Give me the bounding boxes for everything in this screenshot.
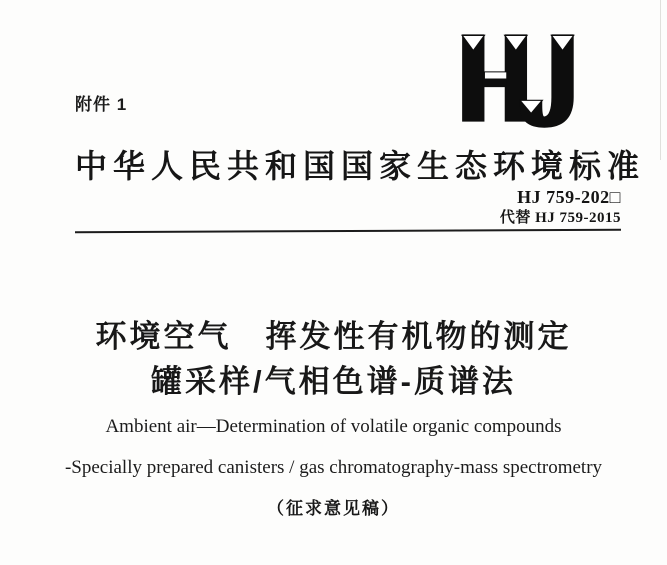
attachment-label: 附件 1 — [75, 95, 128, 114]
hj-logo — [453, 28, 595, 128]
replaces-note: 代替 HJ 759-2015 — [499, 210, 621, 226]
standard-code-block — [500, 186, 621, 229]
hj-logo-icon — [453, 28, 595, 128]
title-en-line2: -Specially prepared canisters / gas chromatography-mass spectrometry — [64, 457, 603, 478]
title-cn-line1: 环境空气 挥发性有机物的测定 — [95, 319, 572, 354]
header-rule — [75, 229, 621, 233]
draft-status: （征求意见稿） — [267, 499, 400, 518]
title-cn-line2: 罐采样/气相色谱-质谱法 — [151, 364, 516, 399]
scan-edge-artifact — [660, 0, 661, 160]
hj-logo-text — [595, 28, 596, 29]
org-title: 中华人民共和国国家生态环境标准 — [75, 148, 646, 184]
title-en-line1: Ambient air—Determination of volatile organic compounds — [105, 416, 562, 437]
standard-code: HJ 759-202□ — [517, 187, 621, 207]
